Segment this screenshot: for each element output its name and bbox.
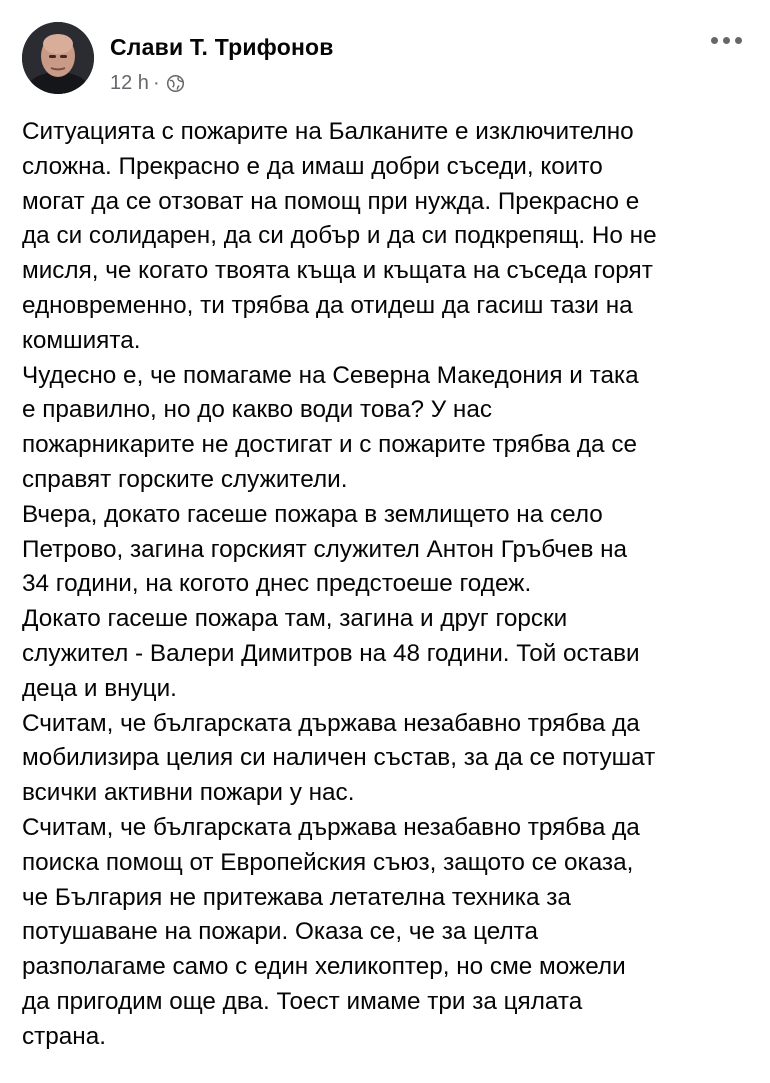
post-text-line: справят горските служители. (22, 465, 348, 493)
post-header (22, 22, 748, 102)
post-text-line: страна. (22, 1022, 106, 1050)
profile-photo (22, 22, 94, 94)
post-text-line: Петрово, загина горският служител Антон Гръбчев на (22, 535, 628, 563)
post-text-line: е правилно, но до какво води това? У нас (22, 396, 493, 424)
post-text-line: мисля, че когато твоята къща и къщата на съседа горят (22, 257, 653, 285)
post-text-line: Докато гасеше пожара там, загина и друг горски (22, 605, 568, 633)
post-text-line: всички активни пожари у нас. (22, 779, 355, 807)
post-text-line: Считам, че българската държава незабавно трябва да (22, 813, 640, 841)
post-text (22, 115, 757, 1055)
post-text-line: могат да се отзоват на помощ при нужда. Прекрасно е (22, 187, 640, 215)
post-text-line: пожарникарите не достигат и с пожарите трябва да се (22, 431, 637, 459)
post-text-line: Чудесно е, че помагаме на Северна Македония и така (22, 361, 639, 389)
post-text-line: поиска помощ от Европейския съюз, защото се оказа, (22, 848, 634, 876)
post-timestamp[interactable]: 12 h (110, 72, 149, 94)
post-text-line: Считам, че българската държава незабавно трябва да (22, 709, 640, 737)
post-text-line: потушаване на пожари. Оказа се, че за целта (22, 918, 539, 946)
post-meta (110, 72, 185, 95)
post-text-line: комшията. (22, 326, 141, 354)
more-options-button[interactable] (704, 28, 748, 52)
more-options-dot (735, 37, 742, 44)
post-text-line: да си солидарен, да си добър и да си подкрепящ. Но не (22, 222, 657, 250)
avatar[interactable] (22, 22, 94, 94)
post-text-line: да пригодим още два. Тоест имаме три за цялата (22, 987, 583, 1015)
post-text-line: Ситуацията с пожарите на Балканите е изключително (22, 118, 634, 145)
meta-separator: · (152, 72, 160, 94)
more-options-dot (723, 37, 730, 44)
post-text-line: мобилизира целия си наличен състав, за да се потушат (22, 744, 656, 772)
post-text-line: деца и внуци. (22, 674, 177, 702)
globe-icon[interactable] (166, 74, 185, 93)
post-text-line: 34 години, на когото днес предстоеше годеж. (22, 570, 532, 598)
more-options-icon (711, 37, 718, 44)
post-text-line: сложна. Прекрасно е да имаш добри съседи, които (22, 152, 603, 180)
post-text-line: Вчера, докато гасеше пожара в землището на село (22, 500, 603, 528)
author-name[interactable]: Слави Т. Трифонов (110, 34, 334, 60)
post-text-line: разполагаме само с един хеликоптер, но сме можели (22, 953, 626, 981)
post-text-line: едновременно, ти трябва да отидеш да гасиш тази на (22, 291, 633, 319)
post-text-line: служител - Валери Димитров на 48 години. Той остави (22, 639, 640, 667)
post-text-line: че България не притежава летателна техника за (22, 883, 571, 911)
